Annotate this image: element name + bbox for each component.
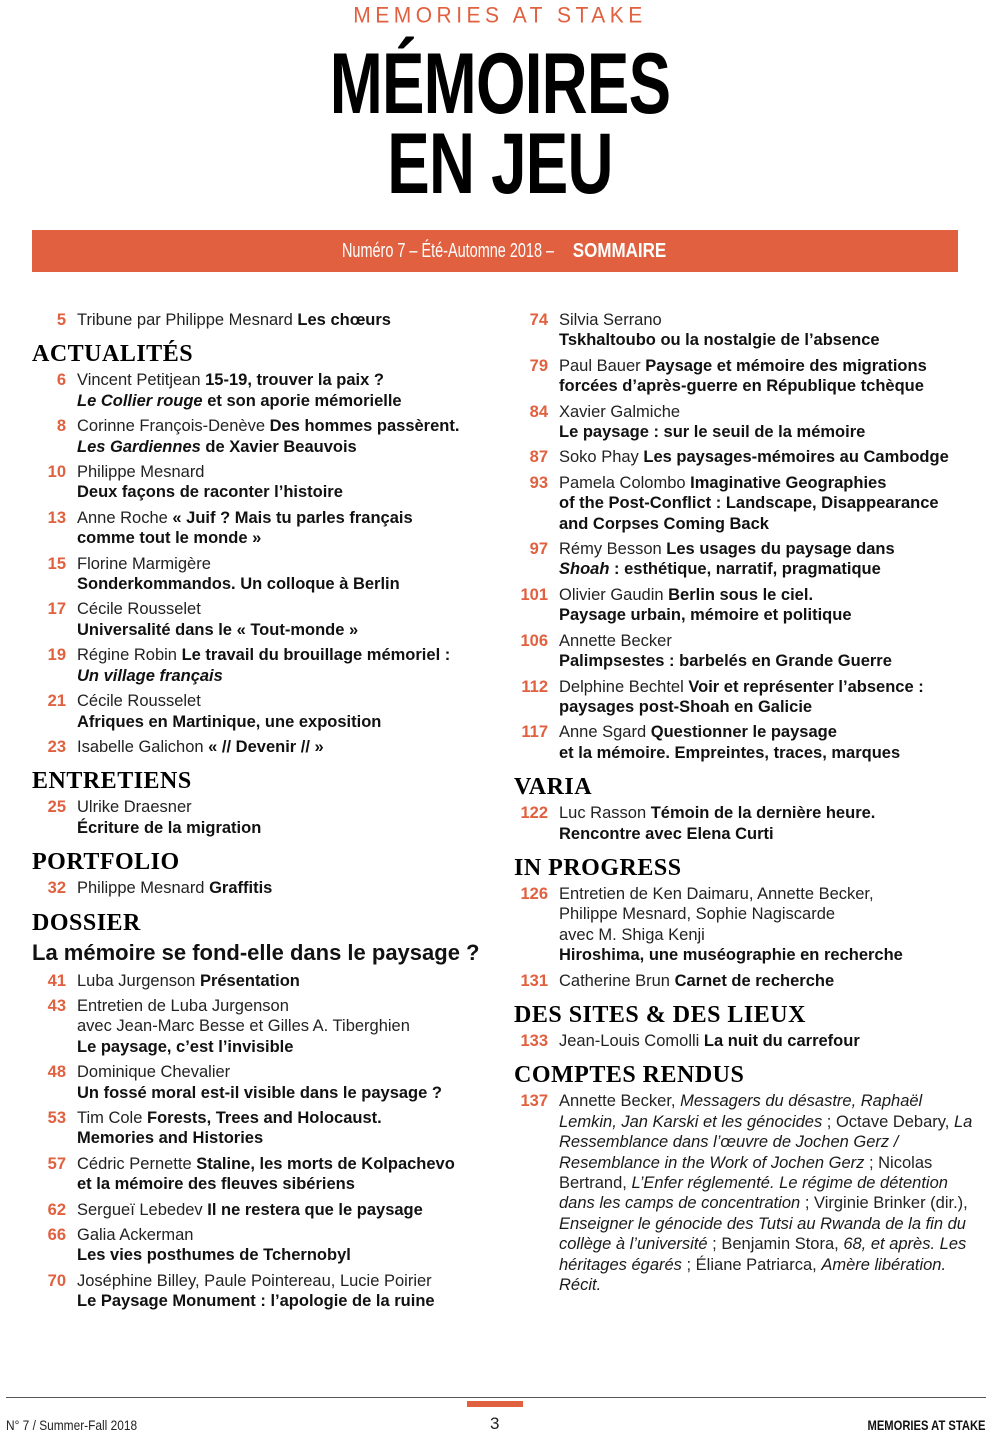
page-number: 93 (529, 473, 548, 492)
page-number: 48 (47, 1063, 66, 1082)
toc-entry[interactable] (32, 878, 497, 898)
page-number: 79 (529, 356, 548, 375)
entry-title: Écriture de la migration (77, 818, 262, 837)
entry-title-italic: Les Gardiennes (77, 437, 201, 456)
toc-entry[interactable] (32, 554, 497, 595)
toc-entry[interactable] (514, 971, 979, 991)
toc-entry[interactable] (514, 539, 979, 580)
entry-title: Il ne restera que le paysage (207, 1200, 423, 1219)
entry-title: Carnet de recherche (674, 971, 835, 990)
entry-author: Florine Marmigère (77, 554, 211, 573)
section-heading-actualites: ACTUALITÉS (32, 341, 194, 368)
entry-title: Paysage urbain, mémoire et politique (559, 606, 852, 625)
entry-title: Universalité dans le « Tout-monde » (77, 620, 359, 639)
toc-entry[interactable] (514, 356, 979, 397)
page-number: 97 (529, 540, 548, 559)
review-book-title: L’Enfer réglementé. Le régime de détention dans les camps de concentration (559, 1174, 948, 1213)
entry-title: « Juif ? Mais tu parles français (172, 508, 413, 527)
entry-title: Les paysages-mémoires au Cambodge (643, 448, 949, 467)
toc-entry[interactable] (32, 1154, 497, 1195)
entry-title: Paysage et mémoire des migrations (645, 356, 927, 375)
entry-title: of the Post-Conflict : Landscape, Disappearance (559, 494, 939, 513)
section-heading-entretiens: ENTRETIENS (32, 768, 192, 795)
page-number: 62 (47, 1200, 66, 1219)
section-heading-dossier: DOSSIER (32, 909, 141, 936)
entry-author: Olivier Gaudin (559, 585, 669, 604)
toc-entry[interactable] (32, 1225, 497, 1266)
page-number: 131 (520, 971, 548, 990)
page-number: 21 (47, 692, 66, 711)
page-number: 5 (56, 311, 66, 329)
entry-title: Memories and Histories (77, 1129, 264, 1148)
toc-entry[interactable] (32, 508, 497, 549)
page-number: 15 (47, 554, 66, 573)
entry-author: Silvia Serrano (559, 311, 662, 329)
toc-entry[interactable] (514, 473, 979, 534)
entry-author: Soko Phay (559, 448, 644, 467)
toc-entry[interactable] (514, 722, 979, 763)
entry-author: Galia Ackerman (77, 1226, 194, 1244)
page-number: 10 (47, 463, 66, 482)
page-number: 74 (529, 311, 548, 329)
entry-author: Entretien de Ken Daimaru, Annette Becker, (559, 884, 874, 903)
review-book-title: 68, et après. Les héritages égarés (559, 1235, 967, 1274)
review-text: ; Benjamin Stora, (707, 1235, 844, 1254)
footer-divider (6, 1397, 986, 1398)
toc-entry[interactable] (514, 310, 979, 351)
page-number: 53 (47, 1108, 66, 1127)
entry-title: Voir et représenter l’absence : (688, 677, 924, 696)
entry-author: Vincent Petitjean (77, 371, 206, 390)
entry-title: Staline, les morts de Kolpachevo (196, 1154, 455, 1173)
dossier-subtitle: La mémoire se fond-elle dans le paysage ? (32, 939, 480, 965)
entry-title: and Corpses Coming Back (559, 514, 769, 533)
entry-author: Régine Robin (77, 646, 182, 665)
entry-title: Les vies posthumes de Tchernobyl (77, 1246, 351, 1265)
masthead-title-line2: EN JEU (387, 116, 613, 212)
entry-title: Forests, Trees and Holocaust. (146, 1108, 382, 1127)
toc-entry[interactable] (32, 1271, 497, 1312)
entry-title: Les usages du paysage dans (666, 540, 895, 559)
entry-author: Paul Bauer (559, 356, 646, 375)
banner-sommaire: SOMMAIRE (572, 240, 667, 262)
page-number: 137 (520, 1092, 548, 1111)
entry-author: Philippe Mesnard, Sophie Nagiscarde (559, 905, 836, 924)
masthead-title-line1: MÉMOIRES (329, 36, 671, 132)
entry-author: Luc Rasson (559, 804, 651, 823)
page-number: 17 (47, 600, 66, 619)
toc-right-column (514, 310, 979, 1300)
entry-author: Rémy Besson (559, 540, 667, 559)
entry-title: Deux façons de raconter l’histoire (77, 483, 343, 502)
page-number: 66 (47, 1226, 66, 1244)
entry-title: paysages post-Shoah en Galicie (559, 697, 813, 716)
review-book-title: La Ressemblance dans l’œuvre de Jochen Gerz / Resemblance in the Work of Jochen Gerz (559, 1112, 973, 1172)
entry-author: Jean-Louis Comolli (559, 1031, 704, 1050)
toc-entry[interactable] (32, 1200, 497, 1220)
entry-title-italic: Shoah (559, 560, 610, 579)
entry-title: Afriques en Martinique, une exposition (77, 712, 382, 731)
toc-entry[interactable] (32, 971, 497, 991)
page-number: 25 (47, 798, 66, 817)
entry-title: « // Devenir // » (208, 737, 324, 756)
section-heading-in-progress: IN PROGRESS (514, 854, 682, 881)
page-number: 87 (529, 448, 548, 467)
review-book-title: Enseigner le génocide des Tutsi au Rwanda de la fin du collège à l’université (559, 1214, 966, 1254)
toc-entry[interactable] (514, 1091, 979, 1295)
toc-entry[interactable] (32, 691, 497, 732)
review-text: ; Virginie Brinker (dir.), (800, 1194, 968, 1213)
toc-entry[interactable] (32, 645, 497, 686)
entry-title: Le paysage : sur le seuil de la mémoire (559, 423, 866, 442)
toc-entry[interactable] (514, 631, 979, 672)
toc-left-column (32, 310, 497, 1317)
entry-title: Questionner le paysage (650, 723, 837, 742)
entry-title: Tskhaltoubo ou la nostalgie de l’absence (559, 331, 880, 350)
toc-entry[interactable] (32, 462, 497, 503)
entry-title: La nuit du carrefour (703, 1031, 860, 1050)
entry-title: Rencontre avec Elena Curti (559, 824, 774, 843)
review-text: Annette Becker, (559, 1092, 681, 1111)
page-number: 57 (47, 1154, 66, 1173)
entry-author: Annette Becker (559, 631, 672, 650)
entry-author: Anne Roche (77, 508, 173, 527)
review-book-title: Messagers du désastre, Raphaël Lemkin, Jan Karski et les génocides (559, 1092, 923, 1131)
entry-title: de Xavier Beauvois (200, 437, 357, 456)
page-number: 112 (521, 677, 548, 696)
entry-title: Berlin sous le ciel. (668, 585, 814, 604)
entry-author: Anne Sgard (559, 723, 651, 742)
entry-title: et la mémoire. Empreintes, traces, marques (559, 743, 901, 762)
entry-title: Hiroshima, une muséographie en recherche (559, 946, 903, 965)
toc-entry[interactable] (514, 677, 979, 718)
entry-author: Dominique Chevalier (77, 1063, 231, 1082)
entry-author: Philippe Mesnard (77, 879, 210, 898)
page-number: 126 (520, 884, 548, 903)
toc-entry[interactable] (32, 797, 497, 838)
page-number: 41 (47, 971, 66, 990)
entry-author: Ulrike Draesner (77, 798, 192, 817)
entry-title: Le paysage, c’est l’invisible (77, 1037, 294, 1056)
entry-title: Le travail du brouillage mémoriel : (181, 646, 451, 665)
toc-entry[interactable] (514, 585, 979, 626)
entry-author: Cécile Rousselet (77, 600, 201, 619)
entry-author: Luba Jurgenson (77, 971, 200, 990)
toc-entry[interactable] (32, 737, 497, 757)
review-text: ; Octave Debary, (822, 1112, 954, 1131)
footer-accent-mark (467, 1401, 523, 1407)
entry-title: Les chœurs (297, 311, 391, 329)
entry-author: Pamela Colombo (559, 473, 691, 492)
entry-author: Tim Cole (77, 1108, 147, 1127)
footer-page-number: 3 (490, 1414, 500, 1433)
page-number: 23 (47, 737, 66, 756)
review-text: ; Nicolas Bertrand, (559, 1153, 933, 1192)
entry-author: avec Jean-Marc Besse et Gilles A. Tiberghien (77, 1017, 410, 1036)
entry-title: Présentation (199, 971, 300, 990)
entry-title: Des hommes passèrent. (269, 417, 460, 436)
entry-title: Témoin de la dernière heure. (650, 804, 876, 823)
entry-title: Sonderkommandos. Un colloque à Berlin (77, 575, 400, 594)
page-number: 117 (521, 723, 548, 742)
entry-title: Imaginative Geographies (690, 473, 887, 492)
entry-title: et son aporie mémorielle (202, 391, 402, 410)
entry-author: Isabelle Galichon (77, 737, 209, 756)
toc-entry[interactable] (32, 310, 497, 330)
toc-entry[interactable] (32, 370, 497, 411)
entry-title: Graffitis (209, 879, 273, 898)
toc-entry[interactable] (514, 447, 979, 467)
page-number: 70 (47, 1271, 66, 1290)
entry-author: Philippe Mesnard (77, 463, 205, 482)
page-number: 106 (520, 631, 548, 650)
page-number: 6 (56, 371, 66, 390)
page-number: 133 (520, 1031, 548, 1050)
entry-author: Delphine Bechtel (559, 677, 689, 696)
page-number: 32 (47, 879, 66, 898)
section-heading-sites: DES SITES & DES LIEUX (514, 1001, 806, 1028)
toc-entry[interactable] (32, 416, 497, 457)
page-number: 8 (56, 417, 66, 436)
entry-author: Corinne François-Denève (77, 417, 270, 436)
entry-author: Sergueï Lebedev (77, 1200, 208, 1219)
review-book-title: Amère libération. Récit. (559, 1255, 947, 1295)
toc-entry[interactable] (514, 884, 979, 966)
toc-entry[interactable] (514, 402, 979, 443)
footer-issue: N° 7 / Summer-Fall 2018 (6, 1417, 138, 1433)
entry-title-italic: Un village français (77, 666, 223, 685)
section-heading-comptes-rendus: COMPTES RENDUS (514, 1062, 745, 1089)
toc-entry[interactable] (32, 599, 497, 640)
entry-author: Tribune par Philippe Mesnard (77, 311, 298, 329)
section-heading-portfolio: PORTFOLIO (32, 849, 180, 876)
issue-banner (32, 230, 958, 272)
entry-title: Palimpsestes : barbelés en Grande Guerre (559, 652, 892, 671)
entry-author: Entretien de Luba Jurgenson (77, 996, 289, 1015)
page-number: 84 (529, 402, 548, 421)
page-number: 101 (520, 585, 548, 604)
entry-title: : esthétique, narratif, pragmatique (609, 560, 881, 579)
footer-journal-name: MEMORIES AT STAKE (867, 1417, 986, 1433)
entry-title: et la mémoire des fleuves sibériens (77, 1175, 355, 1194)
banner-text: Numéro 7 – Été-Automne 2018 – (342, 240, 555, 262)
section-heading-varia: VARIA (514, 774, 593, 801)
page-number: 122 (520, 804, 548, 823)
entry-author: Cédric Pernette (77, 1154, 197, 1173)
masthead-subtitle: MEMORIES AT STAKE (353, 3, 647, 28)
entry-author: Joséphine Billey, Paule Pointereau, Lucie Poirier (77, 1271, 432, 1290)
page-number: 19 (47, 646, 66, 665)
entry-author: Catherine Brun (559, 971, 675, 990)
review-text: ; Éliane Patriarca, (681, 1255, 822, 1274)
entry-author: avec M. Shiga Kenji (559, 925, 705, 944)
toc-entry[interactable] (32, 996, 497, 1057)
toc-entry[interactable] (32, 1108, 497, 1149)
entry-author: Cécile Rousselet (77, 692, 201, 711)
toc-entry[interactable] (514, 1031, 979, 1051)
entry-title: forcées d’après-guerre en République tchèque (559, 377, 924, 396)
entry-title: 15-19, trouver la paix ? (205, 371, 384, 390)
page-number: 43 (47, 996, 66, 1015)
entry-title: Le Paysage Monument : l’apologie de la ruine (77, 1292, 435, 1311)
entry-author: Xavier Galmiche (559, 402, 681, 421)
entry-title: comme tout le monde » (77, 529, 262, 548)
entry-title: Un fossé moral est-il visible dans le paysage ? (77, 1083, 442, 1102)
entry-title-italic: Le Collier rouge (77, 391, 203, 410)
page-number: 13 (47, 508, 66, 527)
toc-entry[interactable] (514, 803, 979, 844)
toc-entry[interactable] (32, 1062, 497, 1103)
